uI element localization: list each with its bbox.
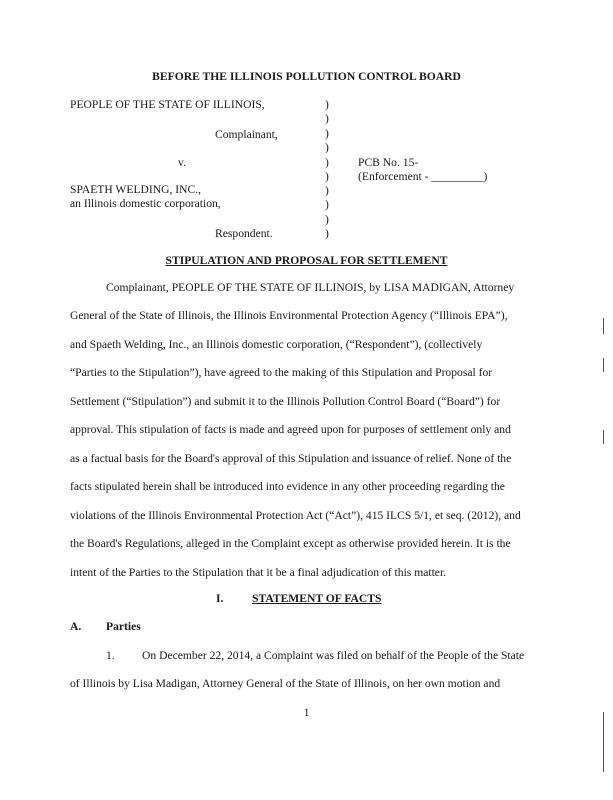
caption-bracket: ): [325, 127, 329, 140]
caption-bracket: ): [325, 184, 329, 197]
paragraph-line: violations of the Illinois Environmental Protection Act (“Act”), 415 ILCS 5/1, et seq. (2012), and: [70, 509, 521, 522]
respondent-role: Respondent.: [215, 227, 273, 240]
margin-revision-mark: [603, 712, 604, 772]
case-number: PCB No. 15-: [358, 156, 419, 169]
paragraph-line: Complainant, PEOPLE OF THE STATE OF ILLINOIS, by LISA MADIGAN, Attorney: [106, 281, 515, 294]
subsection-letter: A.: [70, 620, 82, 633]
paragraph-line: approval. This stipulation of facts is made and agreed upon for purposes of settlement only and: [70, 423, 511, 436]
complainant-name: PEOPLE OF THE STATE OF ILLINOIS,: [70, 98, 265, 111]
margin-revision-mark: [603, 358, 604, 372]
caption-bracket: ): [325, 98, 329, 111]
document-title: [0, 254, 613, 267]
caption-bracket: ): [325, 227, 329, 240]
respondent-description: an Illinois domestic corporation,: [70, 197, 221, 210]
board-title: BEFORE THE ILLINOIS POLLUTION CONTROL BOARD: [152, 70, 461, 83]
paragraph-line: “Parties to the Stipulation”), have agreed to the making of this Stipulation and Proposal for: [70, 366, 493, 379]
paragraph-line: intent of the Parties to the Stipulation that it be a final adjudication of this matter.: [70, 566, 447, 579]
paragraph-line: General of the State of Illinois, the Illinois Environmental Protection Agency (“Illinois EPA”),: [70, 309, 508, 322]
paragraph-line: the Board's Regulations, alleged in the Complaint except as otherwise provided herein. It is the: [70, 537, 511, 550]
caption-bracket: ): [325, 156, 329, 169]
caption-bracket: ): [325, 198, 329, 211]
paragraph-number: 1.: [106, 649, 115, 662]
paragraph-line: of Illinois by Lisa Madigan, Attorney General of the State of Illinois, on her own motion and: [70, 677, 501, 690]
document-title-text: STIPULATION AND PROPOSAL FOR SETTLEMENT: [165, 254, 448, 267]
paragraph-line: Settlement (“Stipulation”) and submit it to the Illinois Pollution Control Board (“Board”) for: [70, 395, 501, 408]
paragraph-line: facts stipulated herein shall be introduced into evidence in any other proceeding regarding the: [70, 480, 505, 493]
caption-bracket: ): [325, 141, 329, 154]
caption-bracket: ): [325, 170, 329, 183]
margin-revision-mark: [603, 318, 604, 334]
versus-label: v.: [178, 156, 186, 169]
paragraph-line: as a factual basis for the Board's approval of this Stipulation and issuance of relief. None of the: [70, 452, 512, 465]
paragraph-line: On December 22, 2014, a Complaint was filed on behalf of the People of the State: [142, 649, 525, 662]
caption-bracket: ): [325, 112, 329, 125]
complainant-role: Complainant,: [215, 128, 278, 141]
caption-bracket: ): [325, 213, 329, 226]
page-number: 1: [303, 706, 310, 719]
respondent-name: SPAETH WELDING, INC.,: [70, 183, 202, 196]
subsection-heading: Parties: [106, 620, 141, 633]
enforcement-label: (Enforcement - _________): [358, 170, 488, 183]
section-heading: STATEMENT OF FACTS: [252, 592, 382, 605]
paragraph-line: and Spaeth Welding, Inc., an Illinois domestic corporation, (“Respondent”), (collectively: [70, 338, 483, 351]
section-number: I.: [216, 592, 224, 605]
margin-revision-mark: [603, 430, 604, 444]
